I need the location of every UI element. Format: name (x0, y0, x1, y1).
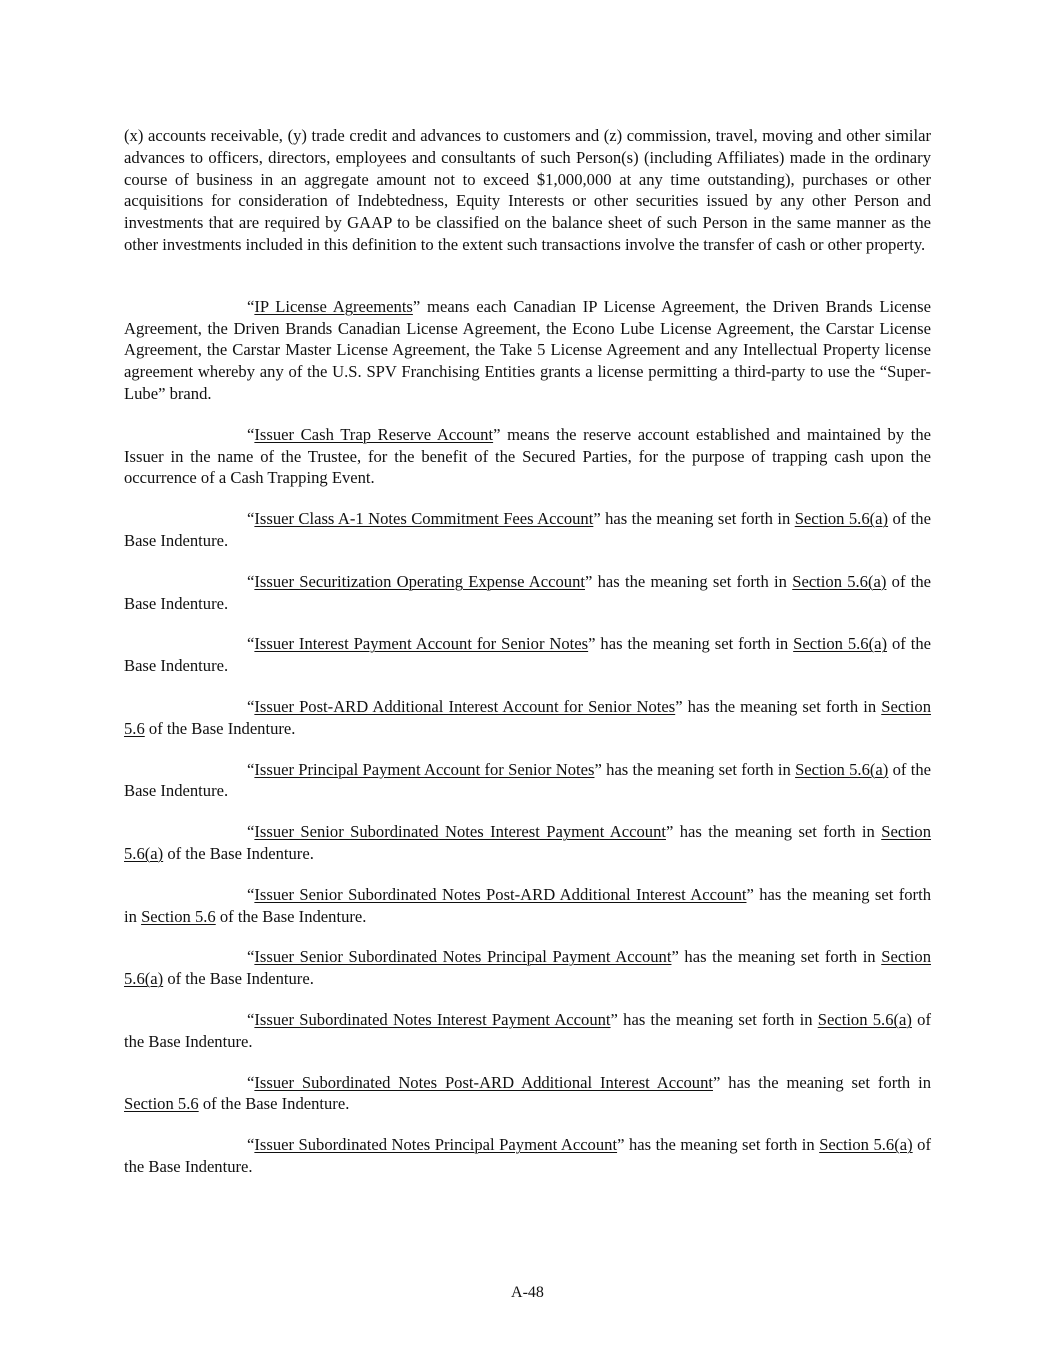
definition-issuer-cash-trap-reserve-account (124, 424, 931, 489)
definition-tail: of the Base Indenture. (163, 843, 314, 863)
close-quote: ” (412, 296, 421, 316)
section-reference: Section 5.6(a) (794, 509, 889, 529)
open-quote: “ (247, 696, 255, 716)
section-reference: Section 5.6(a) (792, 571, 887, 591)
document-page (124, 125, 931, 1197)
open-quote: “ (247, 822, 255, 842)
defined-term: Issuer Securitization Operating Expense Account (254, 571, 585, 591)
defined-term: Issuer Subordinated Notes Post-ARD Additional Interest Account (254, 1072, 713, 1092)
definition-issuer-senior-subordinated-principal-payment-account (124, 946, 931, 990)
open-quote: “ (247, 424, 255, 444)
definition-text: has the meaning set forth in (720, 1072, 931, 1092)
definition-text: has the meaning set forth in (124, 884, 931, 926)
defined-term: Issuer Senior Subordinated Notes Post-ARD Additional Interest Account (254, 884, 747, 904)
definition-text: has the meaning set forth in (595, 634, 794, 654)
section-reference: Section 5.6(a) (124, 947, 931, 989)
definition-text: has the meaning set forth in (682, 696, 882, 716)
open-quote: “ (247, 884, 255, 904)
section-reference: Section 5.6(a) (795, 759, 889, 779)
close-quote: ” (712, 1072, 721, 1092)
section-reference: Section 5.6(a) (793, 634, 888, 654)
definition-text: has the meaning set forth in (601, 759, 796, 779)
definition-text: has the meaning set forth in (617, 1009, 818, 1029)
definition-tail: of the Base Indenture. (124, 509, 931, 550)
definition-tail: of the Base Indenture. (124, 634, 931, 676)
section-reference: Section 5.6 (124, 696, 931, 738)
section-reference: Section 5.6(a) (124, 822, 932, 863)
close-quote: ” (666, 822, 674, 842)
close-quote: ” (493, 424, 501, 444)
definition-issuer-post-ard-additional-interest-account-senior-notes (124, 696, 931, 740)
definition-tail: of the Base Indenture. (124, 1009, 932, 1051)
definition-tail: of the Base Indenture. (124, 1135, 931, 1176)
close-quote: ” (593, 509, 601, 529)
definition-tail: of the Base Indenture. (198, 1094, 350, 1114)
close-quote: ” (746, 884, 754, 904)
defined-term: Issuer Subordinated Notes Interest Payment Account (254, 1009, 611, 1029)
defined-term: Issuer Cash Trap Reserve Account (254, 424, 494, 444)
open-quote: “ (247, 1135, 255, 1155)
definition-tail: of the Base Indenture. (163, 969, 314, 989)
open-quote: “ (247, 947, 255, 967)
definition-issuer-securitization-operating-expense-account (124, 571, 931, 615)
section-reference: Section 5.6 (124, 1094, 199, 1114)
open-quote: “ (247, 509, 255, 529)
defined-term: Issuer Subordinated Notes Principal Payment Account (254, 1135, 618, 1155)
close-quote: ” (610, 1009, 618, 1029)
defined-term: Issuer Class A-1 Notes Commitment Fees Account (254, 509, 594, 529)
definition-text: has the meaning set forth in (678, 947, 882, 967)
definition-ip-license-agreements (124, 296, 931, 405)
definition-issuer-subordinated-principal-payment-account (124, 1134, 931, 1178)
definition-issuer-class-a1-commitment-fees-account (124, 508, 931, 552)
defined-term: Issuer Interest Payment Account for Senior Notes (254, 634, 589, 654)
defined-term: IP License Agreements (254, 296, 413, 316)
definition-tail: of the Base Indenture. (215, 906, 367, 926)
definition-text: means each Canadian IP License Agreement, the Driven Brands License Agreement, the Driven Brands Canadian License Agreement, the Econo Lube License Agreement, the Carstar License Agreement, the Carstar Master License Agreement, the Take 5 License Agreement and any Intellectual Property license agreement whereby any of the U.S. SPV Franchising Entities grants a license permitting a third-party to use the “Super-Lube” brand. (124, 296, 931, 403)
open-quote: “ (247, 634, 255, 654)
section-reference: Section 5.6 (141, 906, 216, 926)
definition-tail: of the Base Indenture. (124, 759, 931, 801)
definition-issuer-subordinated-interest-payment-account (124, 1009, 931, 1053)
definition-text: means the reserve account established and maintained by the Issuer in the name of the Trustee, for the benefit of the Secured Parties, for the purpose of trapping cash upon the occurrence of a Cash Trapping Event. (124, 424, 932, 488)
defined-term: Issuer Post-ARD Additional Interest Account for Senior Notes (254, 696, 676, 716)
defined-term: Issuer Principal Payment Account for Senior Notes (254, 759, 595, 779)
definition-tail: of the Base Indenture. (124, 571, 931, 613)
section-reference: Section 5.6(a) (819, 1135, 913, 1155)
definition-issuer-principal-payment-account-senior-notes (124, 759, 931, 803)
definition-text: has the meaning set forth in (673, 822, 882, 842)
close-quote: ” (585, 571, 593, 591)
definition-text: has the meaning set forth in (592, 571, 793, 591)
definition-text: has the meaning set forth in (600, 509, 795, 529)
page-number: A-48 (511, 1284, 544, 1301)
open-quote: “ (247, 296, 255, 316)
defined-term: Issuer Senior Subordinated Notes Interest Payment Account (254, 822, 666, 842)
definition-issuer-subordinated-post-ard-account (124, 1072, 931, 1116)
close-quote: ” (617, 1135, 625, 1155)
open-quote: “ (247, 759, 255, 779)
open-quote: “ (247, 1072, 255, 1092)
close-quote: ” (675, 696, 683, 716)
close-quote: ” (594, 759, 602, 779)
definition-text: has the meaning set forth in (624, 1135, 820, 1155)
close-quote: ” (671, 947, 679, 967)
definition-issuer-senior-subordinated-interest-payment-account (124, 821, 931, 865)
definition-issuer-senior-subordinated-post-ard-account (124, 884, 931, 928)
close-quote: ” (588, 634, 596, 654)
intro-paragraph: (x) accounts receivable, (y) trade credit and advances to customers and (z) commission, travel, moving and other similar advances to officers, directors, employees and consultants of such Person(s) (including Affiliates) made in the ordinary course of business in an aggregate amount not to exceed $1,000,000 at any time outstanding), purchases or other acquisitions for consideration of Indebtedness, Equity Interests or other securities issued by any other Person and investments that are required by GAAP to be classified on the balance sheet of such Person in the same manner as the other investments included in this definition to the extent such transactions involve the transfer of cash or other property. (124, 126, 931, 254)
definition-tail: of the Base Indenture. (144, 718, 296, 738)
definitions-list (124, 296, 931, 1178)
definition-issuer-interest-payment-account-senior-notes (124, 633, 931, 677)
defined-term: Issuer Senior Subordinated Notes Principal Payment Account (254, 947, 672, 967)
open-quote: “ (247, 571, 255, 591)
section-reference: Section 5.6(a) (817, 1009, 912, 1029)
open-quote: “ (247, 1009, 255, 1029)
